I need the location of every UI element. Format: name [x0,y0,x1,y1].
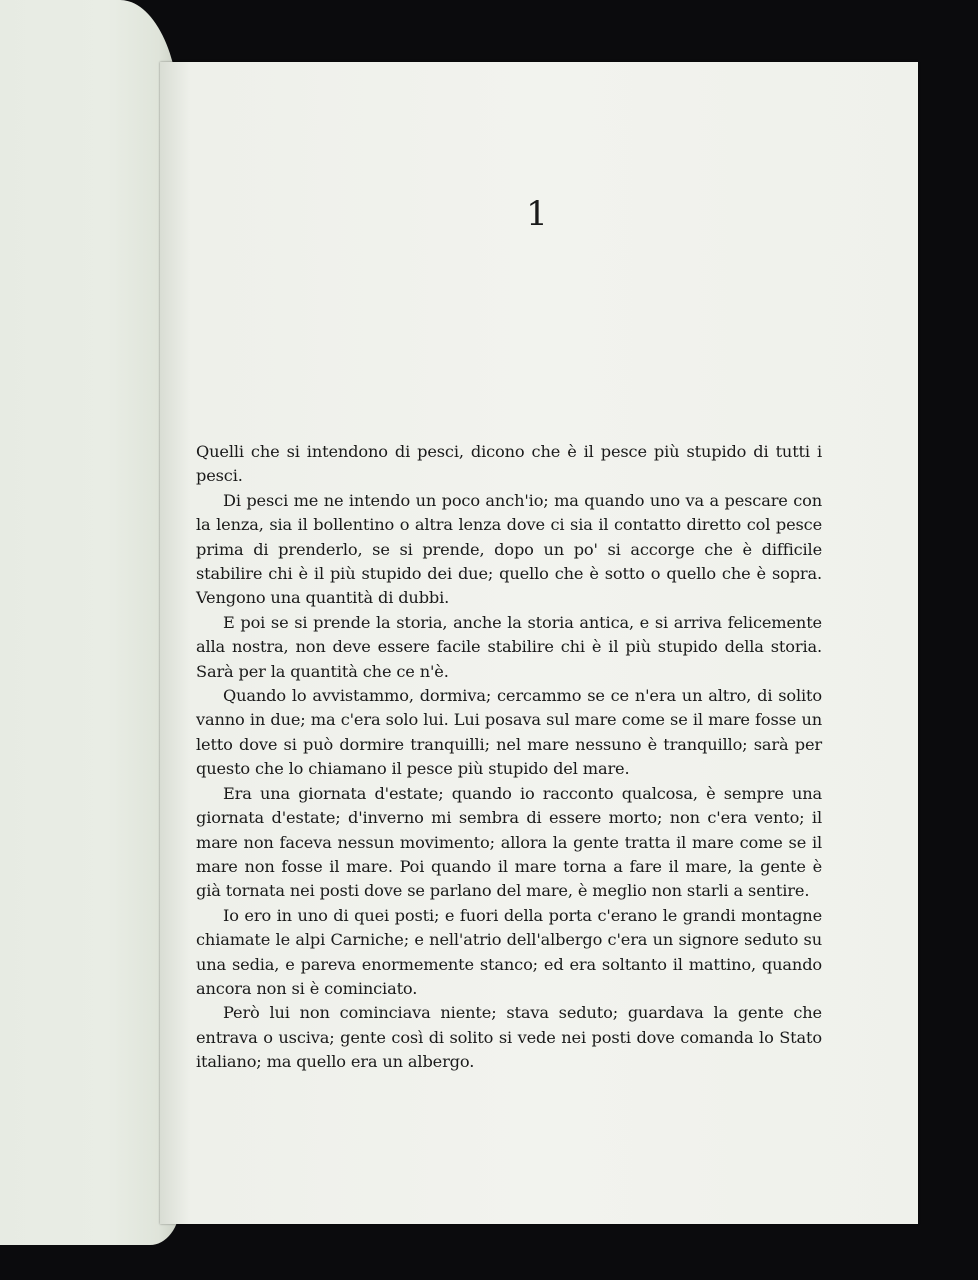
paragraph: Era una giornata d'estate; quando io racconto qualcosa, è sempre una giornata d'estate; d'inverno mi sembra di essere morto; non c'era vento; il mare non faceva nessun movimento; allora la gente tratta il mare come se il mare non fosse il mare. Poi quando il mare torna a fare il mare, la gente è già tornata nei posti dove se parlano del mare, è meglio non starli a sentire. [196,783,822,901]
chapter-text [196,440,822,1075]
chapter-number: 1 [526,194,548,234]
paragraph: Quelli che si intendono di pesci, dicono che è il pesce più stupido di tutti i pesci. [196,442,822,486]
paragraph: Io ero in uno di quei posti; e fuori della porta c'erano le grandi montagne chiamate le alpi Carniche; e nell'atrio dell'albergo c'era un signore seduto su una sedia, e pareva enormemente stanco; ed era soltanto il mattino, quando ancora non si è cominciato. [196,905,822,998]
paragraph: E poi se si prende la storia, anche la storia antica, e si arriva felicemente alla nostra, non deve essere facile stabilire chi è il più stupido della storia. Sarà per la quantità che ce n'è. [196,612,822,681]
paragraph: Di pesci me ne intendo un poco anch'io; ma quando uno va a pescare con la lenza, sia il bollentino o altra lenza dove ci sia il contatto diretto col pesce prima di prenderlo, se si prende, dopo un po' si accorge che è difficile stabilire chi è il più stupido dei due; quello che è sotto o quello che è sopra. Vengono una quantità di dubbi. [196,490,822,608]
paragraph: Quando lo avvistammo, dormiva; cercammo se ce n'era un altro, di solito vanno in due; ma c'era solo lui. Lui posava sul mare come se il mare fosse un letto dove si può dormire tranquilli; nel mare nessuno è tranquillo; sarà per questo che lo chiamano il pesce più stupido del mare. [196,686,822,779]
left-page [0,0,180,1245]
right-page [160,62,918,1224]
paragraph: Però lui non cominciava niente; stava seduto; guardava la gente che entrava o usciva; gente così di solito si vede nei posti dove comanda lo Stato italiano; ma quello era un albergo. [196,1003,822,1072]
